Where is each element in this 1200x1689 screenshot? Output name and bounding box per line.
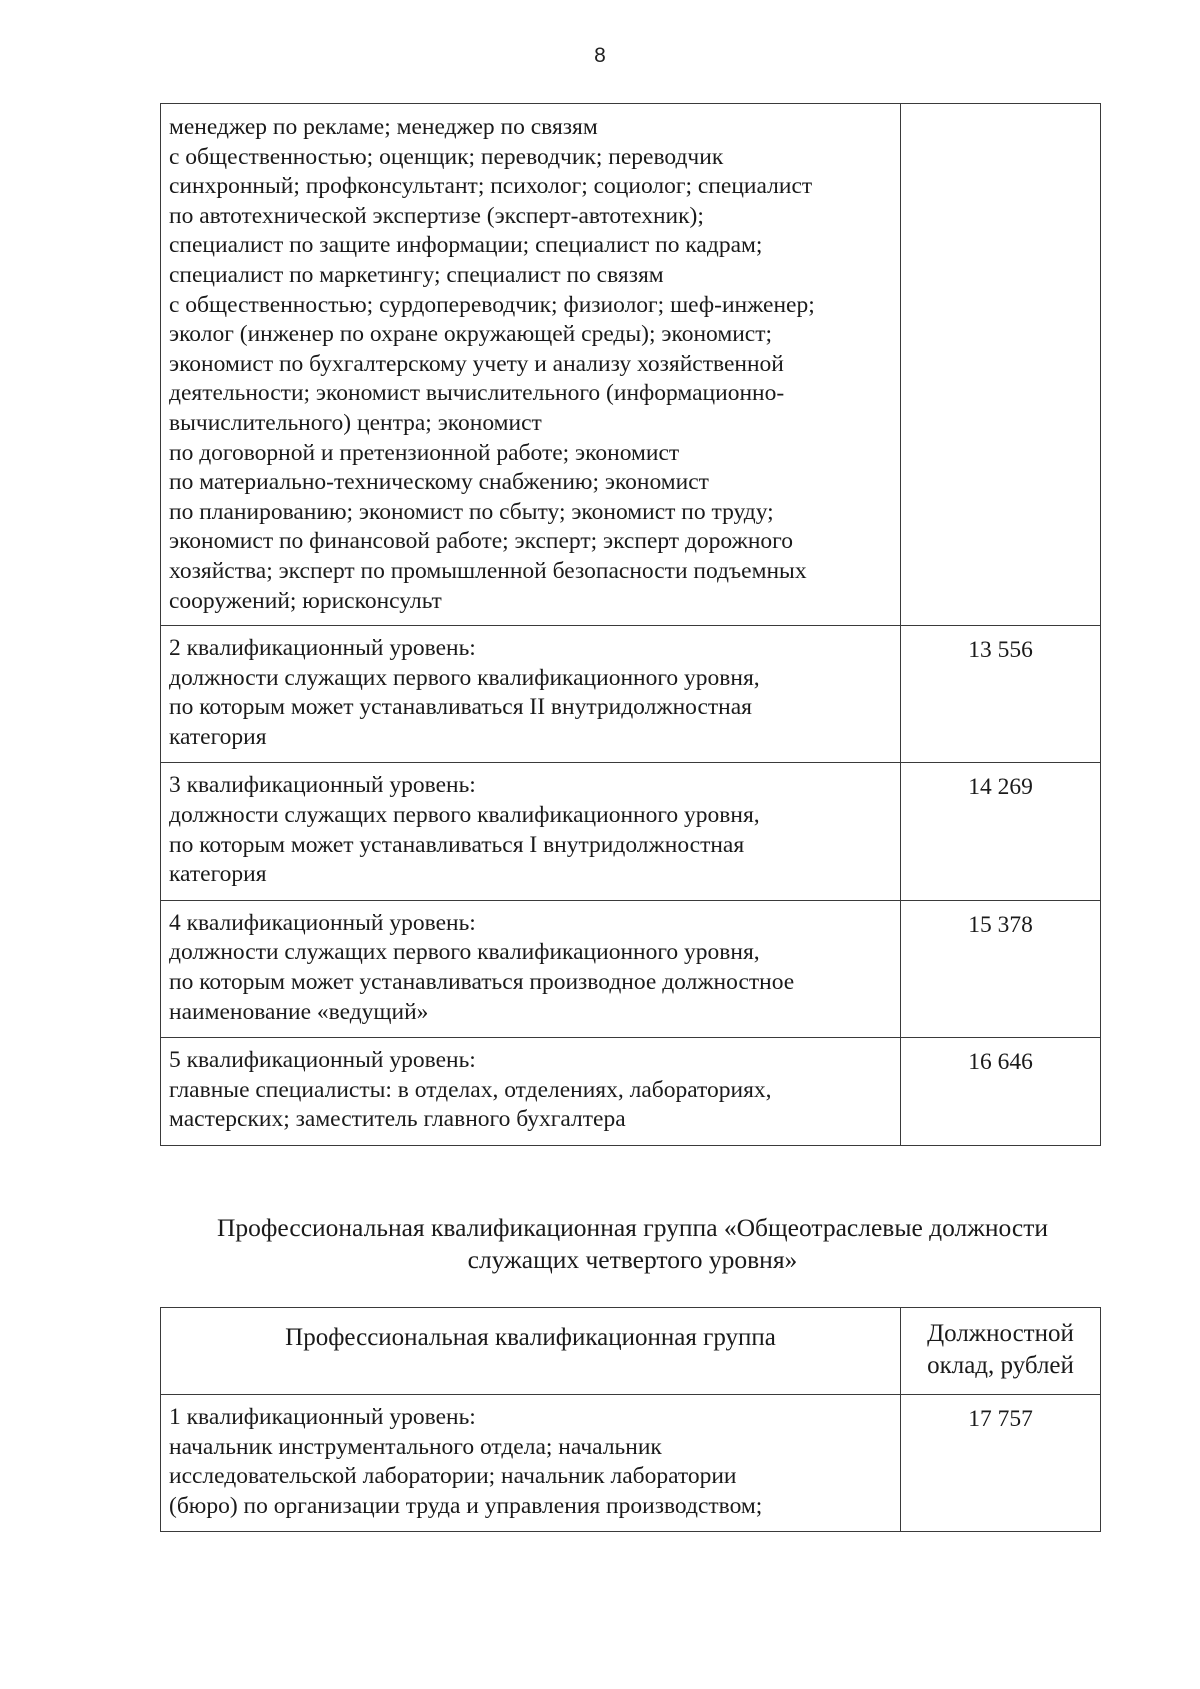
page-number: 8 [594,44,606,67]
salary-table-continued [160,103,1101,1146]
table-row [161,104,1101,626]
column-header-salary: Должностной оклад, рублей [901,1308,1101,1395]
qualification-level-cell: 4 квалификационный уровень: должности служащих первого квалификационного уровня, по которым может устанавливаться производное должностное наименование «ведущий» [161,900,901,1037]
table-header-row [161,1308,1101,1395]
salary-cell [901,104,1101,626]
table-row [161,763,1101,900]
salary-cell: 15 378 [901,900,1101,1037]
salary-cell: 13 556 [901,626,1101,763]
salary-cell: 17 757 [901,1395,1101,1532]
table-row [161,1038,1101,1146]
table-row [161,1395,1101,1532]
table-row [161,900,1101,1037]
salary-table-fourth-level [160,1307,1101,1532]
salary-cell: 14 269 [901,763,1101,900]
section-heading: Профессиональная квалификационная группа «Общеотраслевые должности служащих четвертого уровня» [216,1213,1049,1274]
table-row [161,626,1101,763]
column-header-group: Профессиональная квалификационная группа [161,1308,901,1395]
qualification-level-cell: 2 квалификационный уровень: должности служащих первого квалификационного уровня, по которым может устанавливаться II внутридолжностная категория [161,626,901,763]
qualification-level-cell: менеджер по рекламе; менеджер по связям с общественностью; оценщик; переводчик; переводчик синхронный; профконсультант; психолог; социолог; специалист по автотехнической экспертизе (эксперт-автотехник); специалист по защите информации; специалист по кадрам; специалист по маркетингу; специалист по связям с общественностью; сурдопереводчик; физиолог; шеф-инженер; эколог (инженер по охране окружающей среды); экономист; экономист по бухгалтерскому учету и анализу хозяйственной деятельности; экономист вычислительного (информационно- вычислительного) центра; экономист по договорной и претензионной работе; экономист по материально-техническому снабжению; экономист по планированию; экономист по сбыту; экономист по труду; экономист по финансовой работе; эксперт; эксперт дорожного хозяйства; эксперт по промышленной безопасности подъемных сооружений; юрисконсульт [161,104,901,626]
salary-cell: 16 646 [901,1038,1101,1146]
qualification-level-cell: 1 квалификационный уровень: начальник инструментального отдела; начальник исследовательской лаборатории; начальник лаборатории (бюро) по организации труда и управления производством; [161,1395,901,1532]
qualification-level-cell: 3 квалификационный уровень: должности служащих первого квалификационного уровня, по которым может устанавливаться I внутридолжностная категория [161,763,901,900]
qualification-level-cell: 5 квалификационный уровень: главные специалисты: в отделах, отделениях, лабораториях, мастерских; заместитель главного бухгалтера [161,1038,901,1146]
